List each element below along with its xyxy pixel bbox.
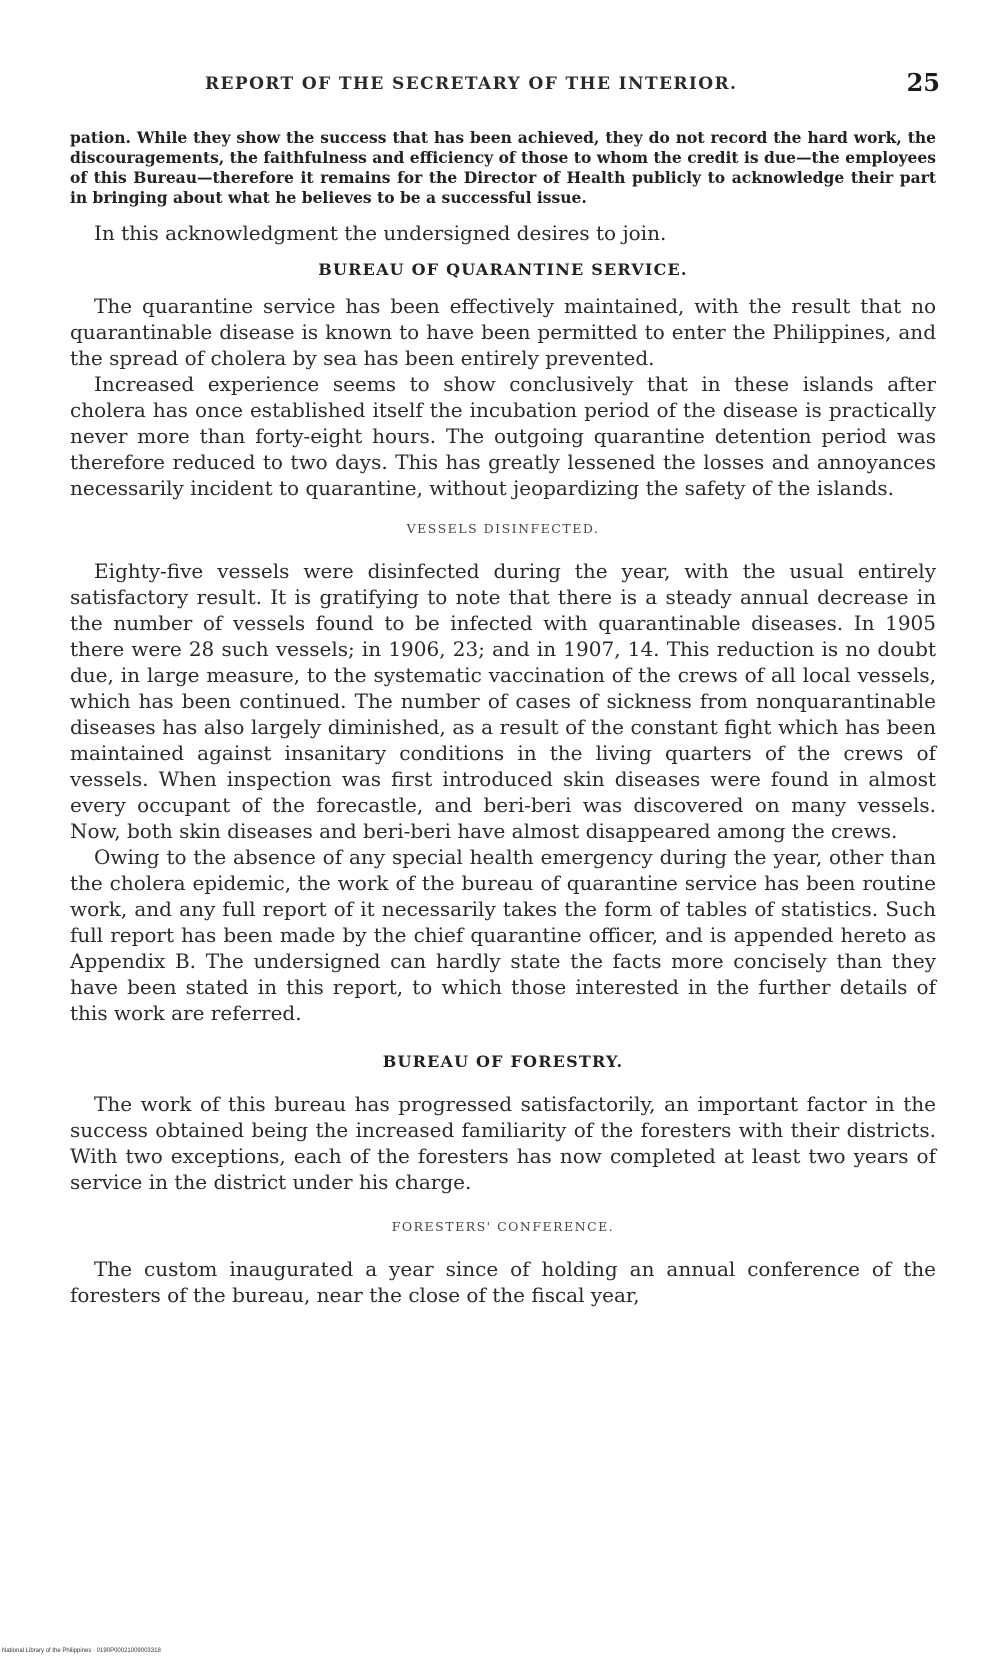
conference-paragraph: The custom inaugurated a year since of holding an annual conference of the foresters of the bureau, near the close of the fiscal year, — [70, 1257, 936, 1307]
quarantine-paragraph-1: The quarantine service has been effectively maintained, with the result that no quarantinable disease is known to have been permitted to enter the Philippines, and the spread of cholera by sea has been entirely prevented. — [70, 294, 936, 370]
forestry-paragraph: The work of this bureau has progressed satisfactorily, an important factor in the success obtained being the increased familiarity of the foresters with their districts. With two exceptions, each of the foresters has now completed at least two years of service in the district under his charge. — [70, 1092, 936, 1194]
page-number: 25 — [906, 68, 940, 97]
quarantine-heading: BUREAU OF QUARANTINE SERVICE. — [318, 260, 688, 279]
acknowledgment-paragraph: In this acknowledgment the undersigned desires to join. — [94, 221, 667, 245]
quarantine-paragraph-2: Increased experience seems to show conclusively that in these islands after cholera has once established itself the incubation period of the disease is practically never more than forty-eight hours. The outgoing quarantine detention period was therefore reduced to two days. This has greatly lessened the losses and annoyances necessarily incident to quarantine, without jeopardizing the safety of the islands. — [70, 372, 936, 500]
running-head: REPORT OF THE SECRETARY OF THE INTERIOR. — [205, 74, 738, 94]
source-note: National Library of the Philippines · 0190P00021009003318 — [2, 1648, 161, 1654]
continuation-paragraph: pation. While they show the success that has been achieved, they do not record the hard work, the discouragements, the faithfulness and efficiency of those to whom the credit is due—the employees of this Bureau—therefore it remains for the Director of Health publicly to acknowledge their part in bringing about what he believes to be a successful issue. — [70, 128, 936, 207]
vessels-disinfected-subheading: VESSELS DISINFECTED. — [406, 521, 600, 536]
page-header — [70, 68, 940, 98]
page-content — [70, 128, 936, 1308]
foresters-conference-subheading: FORESTERS' CONFERENCE. — [391, 1219, 615, 1234]
forestry-heading: BUREAU OF FORESTRY. — [382, 1052, 624, 1071]
vessels-paragraph-2: Owing to the absence of any special health emergency during the year, other than the cholera epidemic, the work of the bureau of quarantine service has been routine work, and any full report of it necessarily takes the form of tables of statistics. Such full report has been made by the chief quarantine officer, and is appended hereto as Appendix B. The undersigned can hardly state the facts more concisely than they have been stated in this report, to which those interested in the further details of this work are referred. — [70, 845, 936, 1025]
vessels-paragraph-1: Eighty-five vessels were disinfected during the year, with the usual entirely satisfactory result. It is gratifying to note that there is a steady annual decrease in the number of vessels found to be infected with quarantinable diseases. In 1905 there were 28 such vessels; in 1906, 23; and in 1907, 14. This reduction is no doubt due, in large measure, to the systematic vaccination of the crews of all local vessels, which has been continued. The number of cases of sickness from nonquarantinable diseases has also largely diminished, as a result of the constant fight which has been maintained against insanitary conditions in the living quarters of the crews of vessels. When inspection was first introduced skin diseases were found in almost every occupant of the forecastle, and beri-beri was discovered on many vessels. Now, both skin diseases and beri-beri have almost disappeared among the crews. — [70, 559, 936, 843]
